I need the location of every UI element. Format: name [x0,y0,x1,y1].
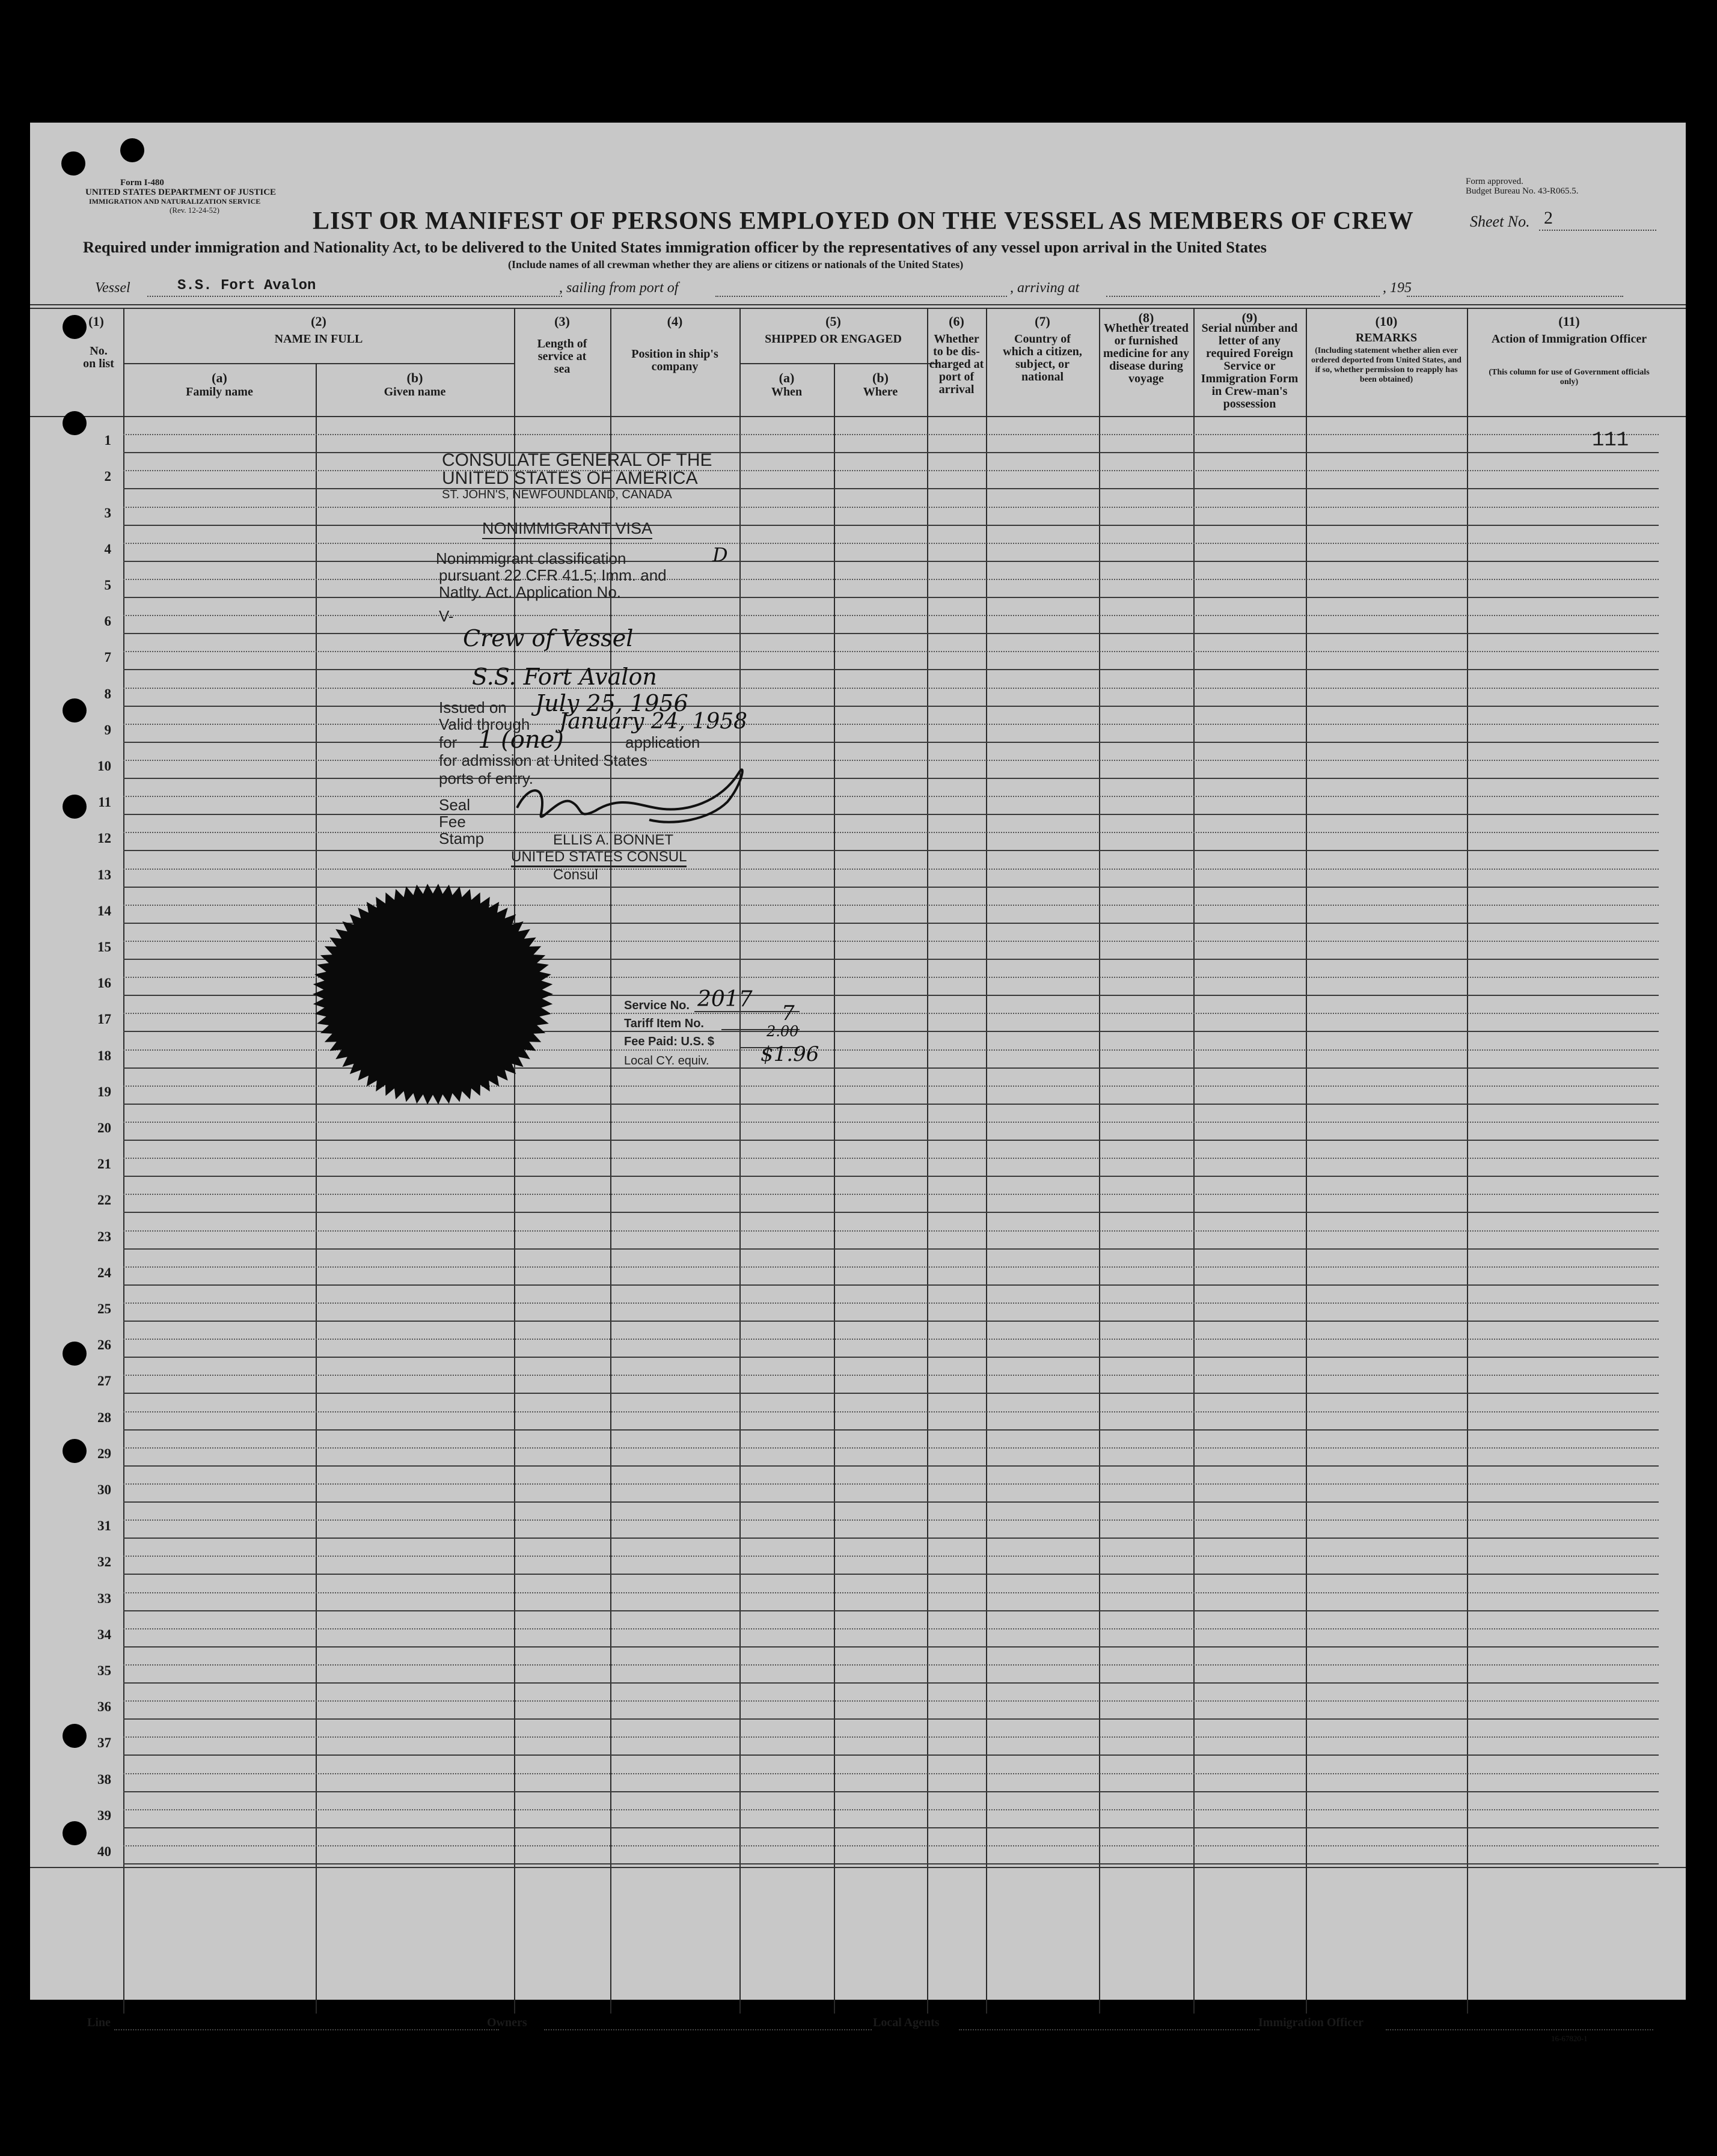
row-guide [123,869,1659,870]
stamp-ports: ports of entry. [439,769,534,787]
vessel-name: S.S. Fort Avalon [177,278,316,294]
sailing-underline [715,296,1007,297]
row-rule [123,452,1659,453]
row-guide [123,1556,1659,1557]
page-number: 111 [1592,429,1629,452]
row-rule [123,1863,1659,1864]
row-guide [123,688,1659,689]
col1-number: (1) [88,314,104,329]
col-divider-6 [986,308,987,2014]
col-divider-8 [1193,308,1195,2014]
row-number: 6 [104,614,111,629]
row-rule [123,814,1659,815]
footer-line-label: Line [87,2016,111,2029]
stamp-crew-handwritten: Crew of Vessel [463,625,634,652]
row-guide [123,1736,1659,1738]
col10-heading: REMARKS [1355,331,1418,344]
punch-hole-icon [63,411,87,435]
row-rule [123,778,1659,779]
row-rule [123,669,1659,670]
consul-title: UNITED STATES CONSUL [511,849,687,867]
stamp-admission: for admission at United States [439,751,647,769]
sheet-underline [1539,230,1656,231]
row-number: 22 [97,1193,111,1208]
row-guide [123,1339,1659,1340]
fee-local-label: Local CY. equiv. [624,1054,709,1067]
row-guide [123,1592,1659,1593]
col10-number: (10) [1375,314,1398,329]
row-number: 14 [97,903,111,918]
col3-heading: Length of service at sea [537,337,587,376]
footer-agents-underline [959,2029,1259,2030]
row-number: 21 [97,1156,111,1172]
row-number: 10 [97,759,111,774]
manifest-sheet [30,123,1686,2043]
arriving-label: , arriving at [1010,280,1080,296]
row-number: 5 [104,578,111,593]
col10-subheading: (Including statement whether alien ever ordered deported from United States, and if so, whether permission to reapply has been obtained) [1311,346,1461,384]
fee-local-value: $1.96 [761,1042,819,1066]
row-rule [123,1284,1659,1286]
col-divider-9 [1306,308,1307,2014]
row-guide [123,1375,1659,1376]
include-note: (Include names of all crewman whether they are aliens or citizens or nationals of the United States) [508,258,964,270]
row-rule [123,597,1659,598]
col11-heading: Action of Immigration Officer [1491,332,1647,346]
stamp-natlty: Natlty. Act. Application No. [439,583,621,601]
row-number: 18 [97,1048,111,1063]
row-number: 3 [104,505,111,521]
form-number: Form I-480 [120,178,164,188]
punch-hole-icon [61,151,85,176]
row-guide [123,651,1659,652]
row-number: 20 [97,1120,111,1135]
footer-line-underline [114,2029,499,2030]
row-guide [123,1447,1659,1449]
consul-label: Consul [553,867,598,883]
row-number: 32 [97,1554,111,1570]
consul-name: ELLIS A. BONNET [553,832,674,848]
stamp-country: UNITED STATES OF AMERICA [442,468,698,488]
col8-number: (8) [1138,310,1154,325]
row-rule [123,1321,1659,1322]
col11-number: (11) [1558,314,1580,329]
form-title: LIST OR MANIFEST OF PERSONS EMPLOYED ON THE VESSEL AS MEMBERS OF CREW [313,207,1414,235]
row-guide [123,1519,1659,1521]
row-guide [123,760,1659,761]
sheet-number: 2 [1544,208,1553,228]
stamp-stamp: Stamp [439,829,485,847]
shipped-subhead-rule [739,363,938,364]
col5a-number: (a) [779,370,795,385]
stamp-valid-date: January 24, 1958 [559,709,748,734]
row-number: 9 [104,722,111,737]
punch-hole-icon [63,698,87,722]
fee-service-value: 2017 [697,987,753,1012]
row-rule [123,850,1659,851]
row-number: 38 [97,1771,111,1787]
footer-agents-label: Local Agents [873,2016,940,2029]
row-rule [123,1501,1659,1503]
col7-heading: Country of which a citizen, subject, or national [1003,332,1082,383]
stamp-issued-label: Issued on [439,698,507,716]
col11-subheading: (This column for use of Government officials only) [1489,368,1650,386]
row-rule [123,706,1659,707]
row-rule [123,1429,1659,1431]
stamp-fee: Fee [439,813,466,831]
stamp-heading: NONIMMIGRANT VISA [482,519,652,539]
row-guide [123,1483,1659,1485]
fee-tariff-label: Tariff Item No. [624,1017,704,1030]
row-rule [123,1791,1659,1792]
col9-number: (9) [1241,310,1258,325]
row-guide [123,543,1659,544]
fee-paid-label: Fee Paid: U.S. $ [624,1035,715,1048]
col-divider-2a [316,363,317,2014]
punch-hole-icon [63,795,87,819]
stamp-classification-value: D [712,543,728,566]
footer-officer-label: Immigration Officer [1258,2016,1364,2029]
row-number: 34 [97,1626,111,1642]
row-number: 12 [97,831,111,846]
row-number: 11 [98,795,111,810]
col6-number: (6) [949,314,964,329]
stamp-v: V- [439,607,454,625]
row-guide [123,434,1659,435]
stamp-for-value: 1 (one) [478,726,564,754]
col-divider-5 [927,308,928,2014]
col-divider-10 [1467,308,1468,2014]
row-guide [123,724,1659,725]
row-rule [123,1574,1659,1575]
row-number: 8 [104,686,111,701]
col4-number: (4) [667,314,683,329]
fee-paid-value: 2.00 [767,1023,799,1040]
row-rule [123,561,1659,562]
row-rule [123,1212,1659,1213]
row-guide [123,1628,1659,1629]
row-guide [123,470,1659,471]
table-bottom-rule [30,1867,1686,1868]
col2a-heading: Family name [186,385,253,399]
row-number: 23 [97,1229,111,1244]
budget-bureau: Budget Bureau No. 43-R065.5. [1466,186,1579,196]
sailing-label: , sailing from port of [559,280,679,296]
col2b-number: (b) [406,370,423,385]
col2a-number: (a) [212,370,227,385]
footer-officer-underline [1386,2029,1653,2030]
row-rule [123,1610,1659,1611]
col-divider-1 [123,308,124,2014]
row-number: 31 [97,1518,111,1534]
embossed-seal-icon [295,874,571,1126]
col5b-heading: Where [863,385,898,399]
row-rule [123,1538,1659,1539]
footer-owners-label: Owners [487,2016,527,2029]
row-rule [123,525,1659,526]
sheet-label: Sheet No. [1470,213,1530,230]
vessel-label: Vessel [95,280,130,296]
row-rule [123,488,1659,489]
row-number: 37 [97,1735,111,1751]
col1-heading: No. on list [83,344,114,370]
stamp-valid-label: Valid through [439,715,530,733]
row-guide [123,1302,1659,1304]
punch-hole-icon [63,1439,87,1463]
col3-number: (3) [554,314,570,329]
col5-number: (5) [825,314,841,329]
consul-signature [505,760,758,832]
row-number: 26 [97,1337,111,1353]
row-rule [123,1718,1659,1720]
revision: (Rev. 12-24-52) [170,206,219,215]
footer-owners-underline [544,2029,872,2030]
col7-number: (7) [1035,314,1050,329]
row-rule [123,1248,1659,1250]
row-rule [123,1827,1659,1828]
row-guide [123,832,1659,833]
row-guide [123,1700,1659,1702]
stamp-ship-handwritten: S.S. Fort Avalon [472,664,657,690]
row-number: 17 [97,1012,111,1027]
row-guide [123,1158,1659,1159]
col8-heading: Whether treated or furnished medicine for any disease during voyage [1103,322,1189,385]
stamp-pursuant: pursuant 22 CFR 41.5; Imm. and [439,566,667,584]
year-label: , 195 [1383,280,1412,296]
row-rule [123,1682,1659,1684]
row-number: 16 [97,976,111,991]
row-number: 2 [104,469,111,484]
row-number: 28 [97,1409,111,1425]
row-number: 25 [97,1301,111,1316]
stamp-city: ST. JOHN'S, NEWFOUNDLAND, CANADA [442,488,672,501]
punch-hole-icon [63,1342,87,1366]
row-guide [123,1194,1659,1195]
row-number: 19 [97,1084,111,1099]
name-subhead-rule [123,363,514,364]
row-number: 27 [97,1373,111,1389]
required-statement: Required under immigration and Nationality Act, to be delivered to the United States immigration officer by the representatives of any vessel upon arrival in the United States [83,238,1267,256]
department: UNITED STATES DEPARTMENT OF JUSTICE [85,188,277,197]
row-number: 29 [97,1446,111,1461]
print-code: 16-67820-1 [1551,2034,1588,2043]
row-rule [123,742,1659,743]
row-number: 36 [97,1699,111,1715]
row-number: 24 [97,1265,111,1280]
fee-tariff-value: 7 [782,1001,795,1025]
row-guide [123,1773,1659,1774]
row-number: 35 [97,1663,111,1678]
header-bottom-rule [30,416,1686,417]
row-rule [123,633,1659,634]
row-rule [123,1140,1659,1141]
row-number: 33 [97,1590,111,1606]
stamp-consulate: CONSULATE GENERAL OF THE [442,450,712,470]
col2b-heading: Given name [384,385,446,399]
table-top-rule-inner [30,308,1686,309]
row-rule [123,1465,1659,1467]
row-rule [123,1393,1659,1394]
col9-heading: Serial number and letter of any required Foreign Service or Immigration Form in Crew-man's possession [1201,322,1299,411]
col2-number: (2) [311,314,326,329]
stamp-issued-date: July 25, 1956 [535,690,688,716]
punch-hole-icon [63,1821,87,1845]
row-rule [123,1176,1659,1177]
col5a-heading: When [771,385,803,399]
stamp-for-label: for [439,733,458,751]
col-divider-5a [834,363,835,2014]
row-number: 40 [97,1844,111,1859]
row-guide [123,796,1659,797]
col2-heading: NAME IN FULL [274,332,363,346]
col-divider-7 [1099,308,1100,2014]
stamp-classification: Nonimmigrant classification [436,549,626,567]
row-rule [123,1754,1659,1756]
row-number: 30 [97,1482,111,1497]
col4-heading: Position in ship's company [631,347,718,373]
arriving-underline [1106,296,1380,297]
row-guide [123,1266,1659,1268]
row-guide [123,615,1659,616]
row-number: 13 [97,867,111,882]
row-number: 1 [104,433,111,448]
row-number: 39 [97,1807,111,1823]
punch-hole-icon [63,1724,87,1748]
row-number: 4 [104,541,111,557]
punch-hole-icon [120,138,144,162]
row-number: 7 [104,650,111,665]
row-rule [123,1646,1659,1648]
row-rule [123,1357,1659,1358]
vessel-underline [147,296,562,297]
row-guide [123,1411,1659,1412]
fee-service-label: Service No. [624,999,690,1012]
year-underline [1407,296,1623,297]
col6-heading: Whether to be dis-charged at port of arrival [929,332,984,396]
table-top-rule [30,304,1686,305]
form-approved: Form approved. [1466,177,1523,186]
row-guide [123,1809,1659,1810]
stamp-applications: application [625,733,700,751]
row-guide [123,1845,1659,1846]
stamp-seal: Seal [439,796,471,814]
row-guide [123,1664,1659,1666]
punch-hole-icon [63,315,87,339]
col5-heading: SHIPPED OR ENGAGED [765,332,902,346]
col5b-number: (b) [872,370,889,385]
row-guide [123,507,1659,508]
col-divider-4 [739,308,741,2014]
row-number: 15 [97,939,111,954]
row-guide [123,1230,1659,1232]
service-name: IMMIGRATION AND NATURALIZATION SERVICE [89,197,261,206]
row-guide [123,579,1659,580]
